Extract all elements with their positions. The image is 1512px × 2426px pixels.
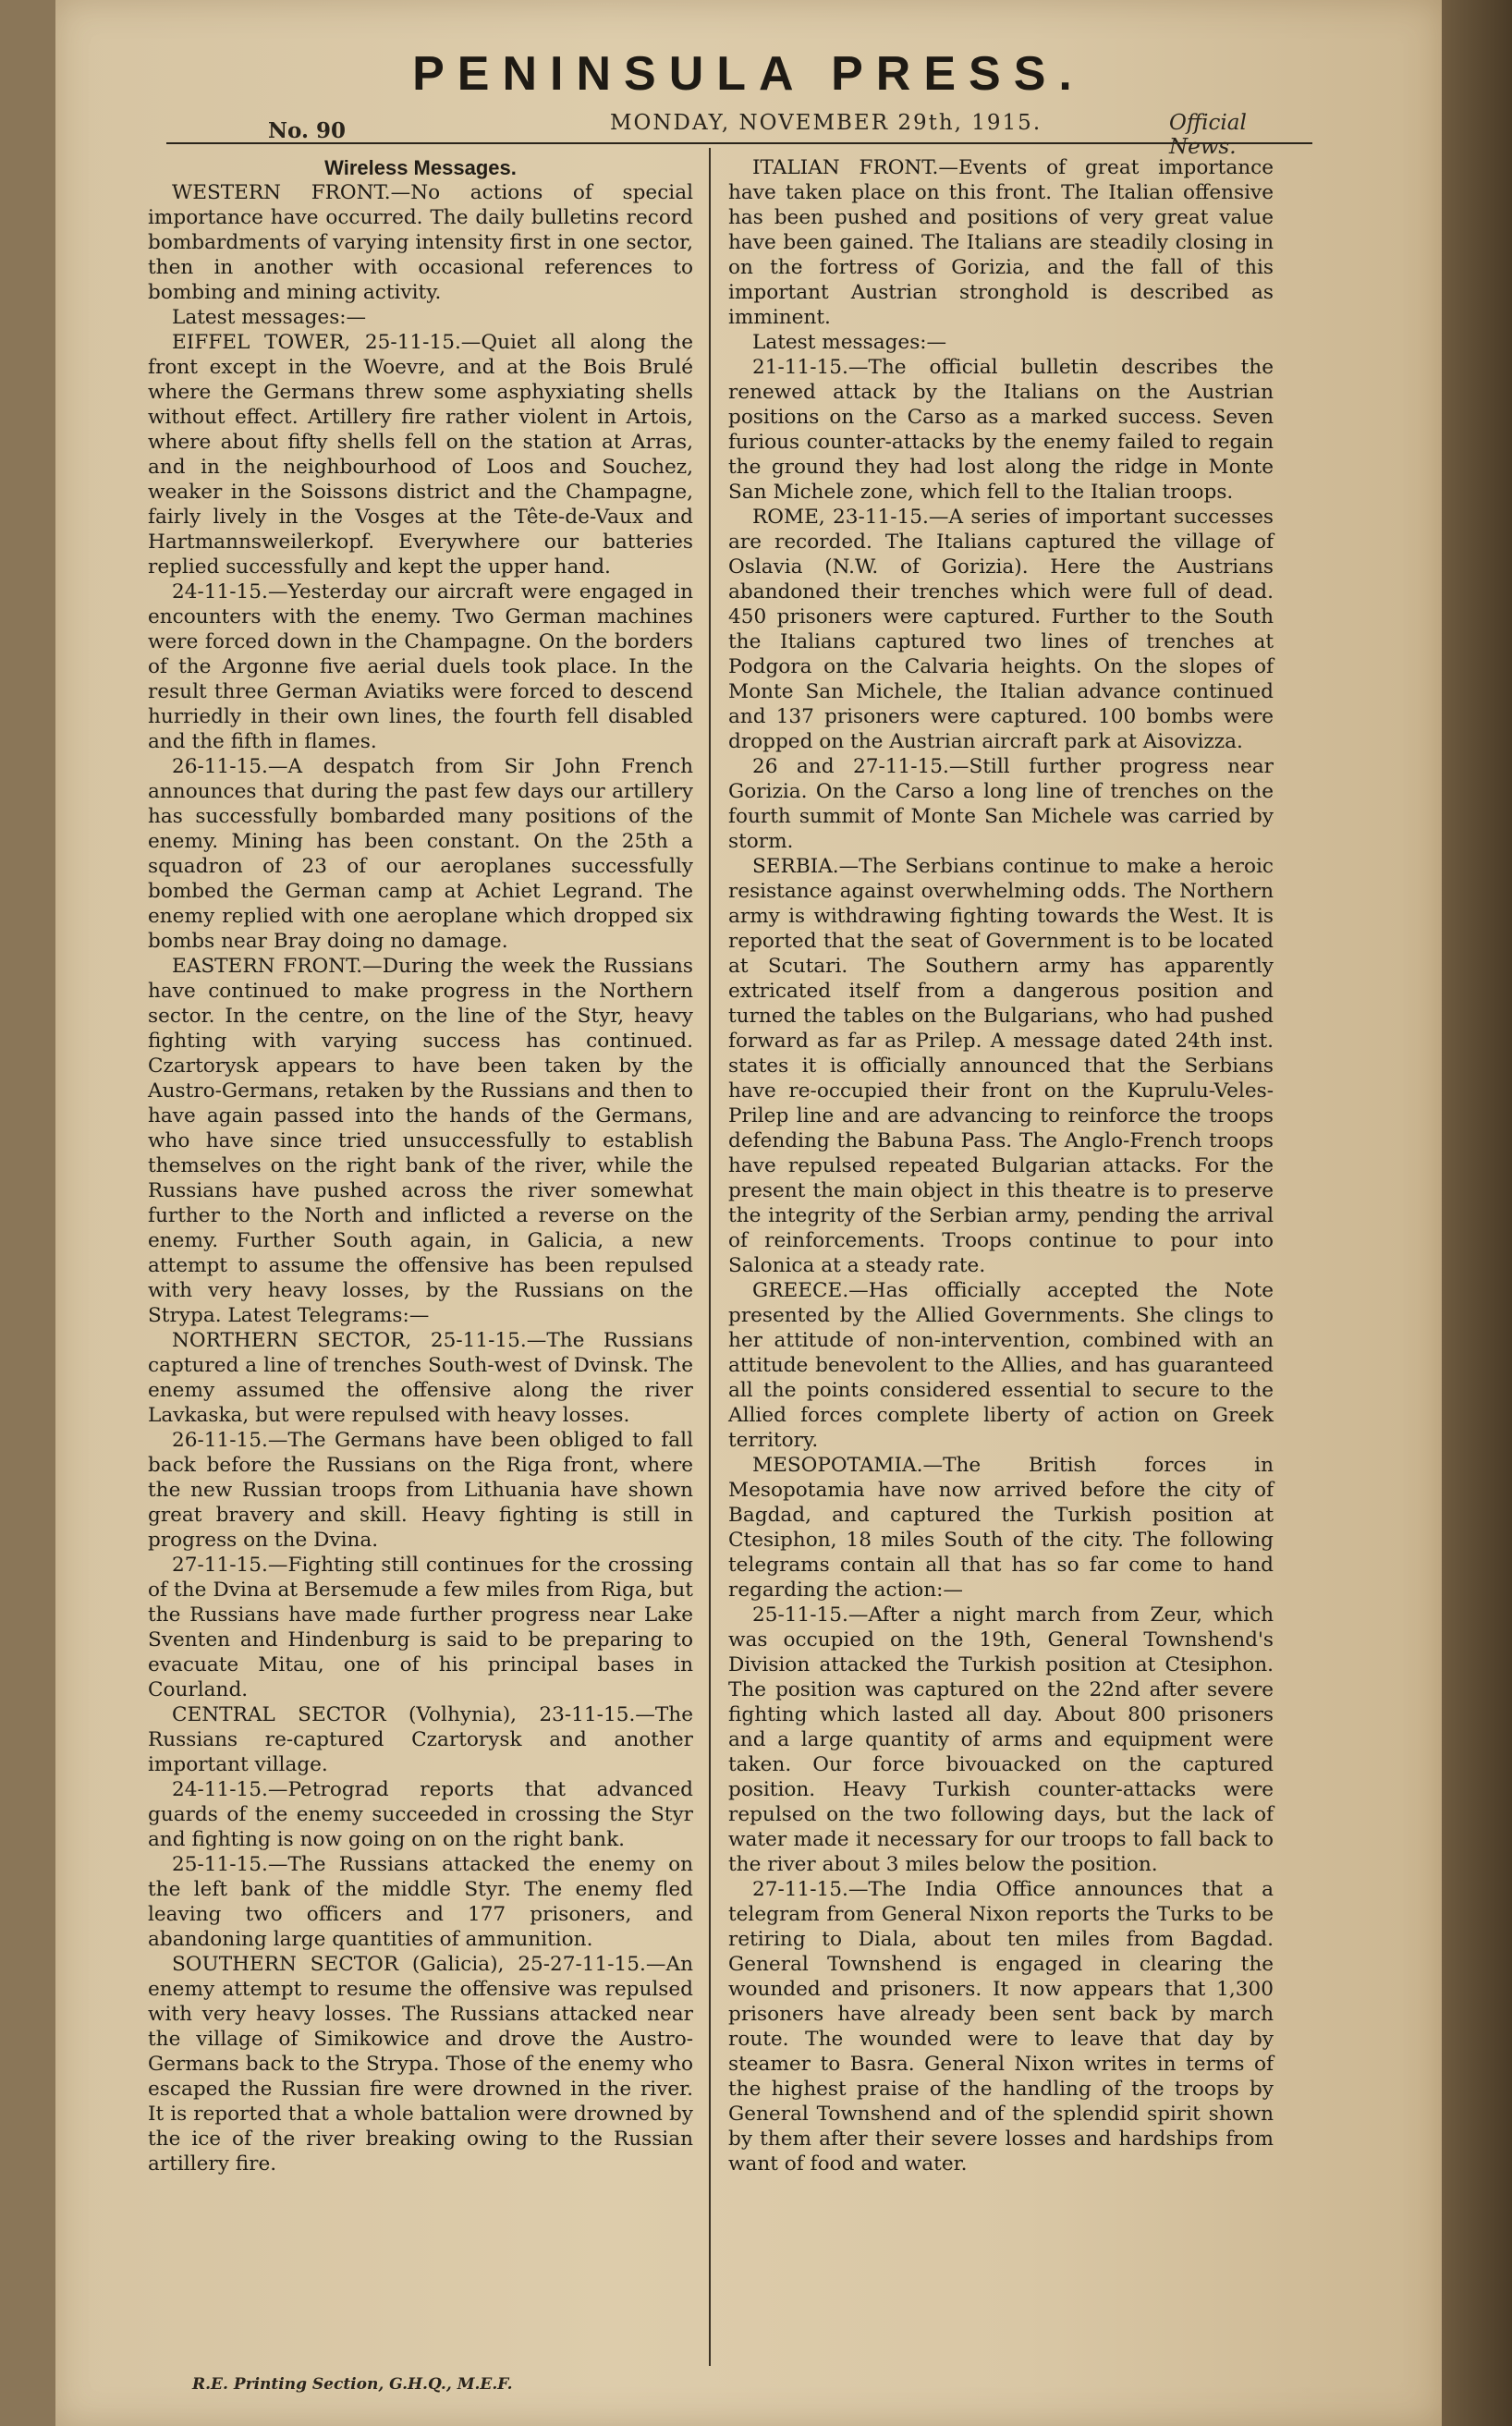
paragraph: 21-11-15.—The official bulletin describes the renewed attack by the Italians on the Austrian positions on the Carso as a marked success. Seven furious counter-attacks by the enemy failed to regain the ground they had lost along the ridge in Monte San Michele zone, which fell to the Italian troops. <box>728 356 1274 504</box>
paragraph: EIFFEL TOWER, 25-11-15.—Quiet all along the front except in the Woevre, and at the Bois Brulé where the Germans threw some asphyxiating shells without effect. Artillery fire rather violent in Artois, where about fifty shells fell on the station at Arras, and in the neighbourhood of Loos and Souchez, weaker in the Soissons district and the Champagne, fairly lively in the Vosges at the Tête-de-Vaux and Hartmannsweilerkopf. Everywhere our batteries replied successfully and kept the upper hand. <box>148 331 693 579</box>
paragraph: ITALIAN FRONT.—Events of great importance have taken place on this front. The Italian offensive has been pushed and positions of very great value have been gained. The Italians are steadily closing in on the fortress of Gorizia, and the fall of this important Austrian stronghold is described as imminent. <box>728 156 1274 329</box>
paragraph: WESTERN FRONT.—No actions of special importance have occurred. The daily bulletins record bombardments of varying intensity first in one sector, then in another with occasional references to bombing and mining activity. <box>148 181 693 304</box>
paragraph: 24-11-15.—Yesterday our aircraft were engaged in encounters with the enemy. Two German machines were forced down in the Champagne. On the borders of the Argonne five aerial duels took place. In the result three German Aviatiks were forced to descend hurriedly in their own lines, the fourth fell disabled and the fifth in flames. <box>148 580 693 753</box>
background-edge <box>1442 0 1512 2426</box>
paragraph: 26 and 27-11-15.—Still further progress near Gorizia. On the Carso a long line of trenches on the fourth summit of Monte San Michele was carried by storm. <box>728 755 1274 853</box>
paragraph: SERBIA.—The Serbians continue to make a heroic resistance against overwhelming odds. The Northern army is withdrawing fighting towards the West. It is reported that the seat of Government is to be located at Scutari. The Southern army has apparently extricated itself from a dangerous position and turned the tables on the Bulgarians, who had pushed forward as far as Prilep. A message dated 24th inst. states it is officially announced that the Serbians have re-occupied their front on the Kuprulu-Veles-Prilep line and are advancing to reinforce the troops defending the Babuna Pass. The Anglo-French troops have repulsed repeated Bulgarian attacks. For the present the main object in this theatre is to preserve the integrity of the Serbian army, pending the arrival of reinforcements. Troops continue to pour into Salonica at a steady rate. <box>728 855 1274 1277</box>
paragraph: EASTERN FRONT.—During the week the Russians have continued to make progress in the Northern sector. In the centre, on the line of the Styr, heavy fighting with varying success has continued. Czartorysk appears to have been taken by the Austro-Germans, retaken by the Russians and then to have again passed into the hands of the Germans, who have since tried unsuccessfully to establish themselves on the right bank of the river, while the Russians have pushed across the river somewhat further to the North and inflicted a reverse on the enemy. Further South again, in Galicia, a new attempt to assume the offensive has been repulsed with very heavy losses, by the Russians on the Strypa. Latest Telegrams:— <box>148 955 693 1327</box>
paragraph: 25-11-15.—The Russians attacked the enemy on the left bank of the middle Styr. The enemy fled leaving two officers and 177 prisoners, and abandoning large quantities of ammunition. <box>148 1853 693 1951</box>
paragraph: 27-11-15.—The India Office announces that a telegram from General Nixon reports the Turks to be retiring to Diala, about ten miles from Bagdad. General Townshend is engaged in clearing the wounded and prisoners. It now appears that 1,300 prisoners have already been sent back by march route. The wounded were to leave that day by steamer to Basra. General Nixon writes in terms of the highest praise of the handling of the troops by General Townshend and of the splendid spirit shown by them after their severe losses and hardships from want of food and water. <box>728 1878 1274 2176</box>
paragraph: SOUTHERN SECTOR (Galicia), 25-27-11-15.—An enemy attempt to resume the offensive was repulsed with very heavy losses. The Russians attacked near the village of Simikowice and drove the Austro-Germans back to the Strypa. Those of the enemy who escaped the Russian fire were drowned in the river. It is reported that a whole battalion were drowned by the ice of the river breaking owing to the Russian artillery fire. <box>148 1953 693 2176</box>
paragraph: MESOPOTAMIA.—The British forces in Mesopotamia have now arrived before the city of Bagdad, and captured the Turkish position at Ctesiphon, 18 miles South of the city. The following telegrams contain all that has so far come to hand regarding the action:— <box>728 1454 1274 1602</box>
dateline <box>166 111 1312 159</box>
column-divider <box>709 148 711 2366</box>
paragraph: NORTHERN SECTOR, 25-11-15.—The Russians captured a line of trenches South-west of Dvinsk. The enemy assumed the offensive along the river Lavkaska, but were repulsed with heavy losses. <box>148 1329 693 1427</box>
issue-label: Official News. <box>1169 111 1247 159</box>
right-column <box>728 155 1274 2176</box>
paragraph: Latest messages:— <box>752 331 947 354</box>
left-column <box>148 155 693 2176</box>
paragraph: 24-11-15.—Petrograd reports that advanced guards of the enemy succeeded in crossing the Styr and fighting is now going on on the right bank. <box>148 1778 693 1851</box>
paragraph: ROME, 23-11-15.—A series of important successes are recorded. The Italians captured the village of Oslavia (N.W. of Gorizia). Here the Austrians abandoned their trenches which were full of dead. 450 prisoners were captured. Further to the South the Italians captured two lines of trenches at Podgora on the Calvaria heights. On the slopes of Monte San Michele, the Italian advance continued and 137 prisoners were captured. 100 bombs were dropped on the Austrian aircraft park at Aisovizza. <box>728 506 1274 753</box>
issue-date: MONDAY, NOVEMBER 29th, 1915. <box>610 111 1043 135</box>
masthead-title: PENINSULA PRESS. <box>412 47 1085 101</box>
section-title: Wireless Messages. <box>324 156 517 179</box>
paragraph: 27-11-15.—Fighting still continues for the crossing of the Dvina at Bersemude a few miles from Riga, but the Russians have made further progress near Lake Sventen and Hindenburg is said to be preparing to evacuate Mitau, one of his principal bases in Courland. <box>148 1554 693 1701</box>
paragraph: 25-11-15.—After a night march from Zeur, which was occupied on the 19th, General Townshend's Division attacked the Turkish position at Ctesiphon. The position was captured on the 22nd after severe fighting which lasted all day. About 800 prisoners and a large quantity of arms and equipment were taken. Our force bivouacked on the captured position. Heavy Turkish counter-attacks were repulsed on the two following days, but the lack of water made it necessary for our troops to fall back to the river about 3 miles below the position. <box>728 1603 1274 1876</box>
paragraph: GREECE.—Has officially accepted the Note presented by the Allied Governments. She clings to her attitude of non-intervention, combined with an attitude benevolent to the Allies, and has guaranteed all the points considered essential to secure to the Allied forces complete liberty of action on Greek territory. <box>728 1279 1274 1452</box>
issue-number: No. 90 <box>268 118 346 143</box>
newspaper-sheet <box>55 0 1442 2426</box>
paragraph: Latest messages:— <box>172 306 367 329</box>
printer-imprint: R.E. Printing Section, G.H.Q., M.E.F. <box>192 2375 513 2394</box>
paragraph: CENTRAL SECTOR (Volhynia), 23-11-15.—The Russians re-captured Czartorysk and another important village. <box>148 1703 693 1776</box>
paragraph: 26-11-15.—The Germans have been obliged to fall back before the Russians on the Riga front, where the new Russian troops from Lithuania have shown great bravery and skill. Heavy fighting is still in progress on the Dvina. <box>148 1429 693 1552</box>
paragraph: 26-11-15.—A despatch from Sir John French announces that during the past few days our artillery has successfully bombarded many positions of the enemy. Mining has been constant. On the 25th a squadron of 23 of our aeroplanes successfully bombed the German camp at Achiet Legrand. The enemy replied with one aeroplane which dropped six bombs near Bray doing no damage. <box>148 755 693 953</box>
